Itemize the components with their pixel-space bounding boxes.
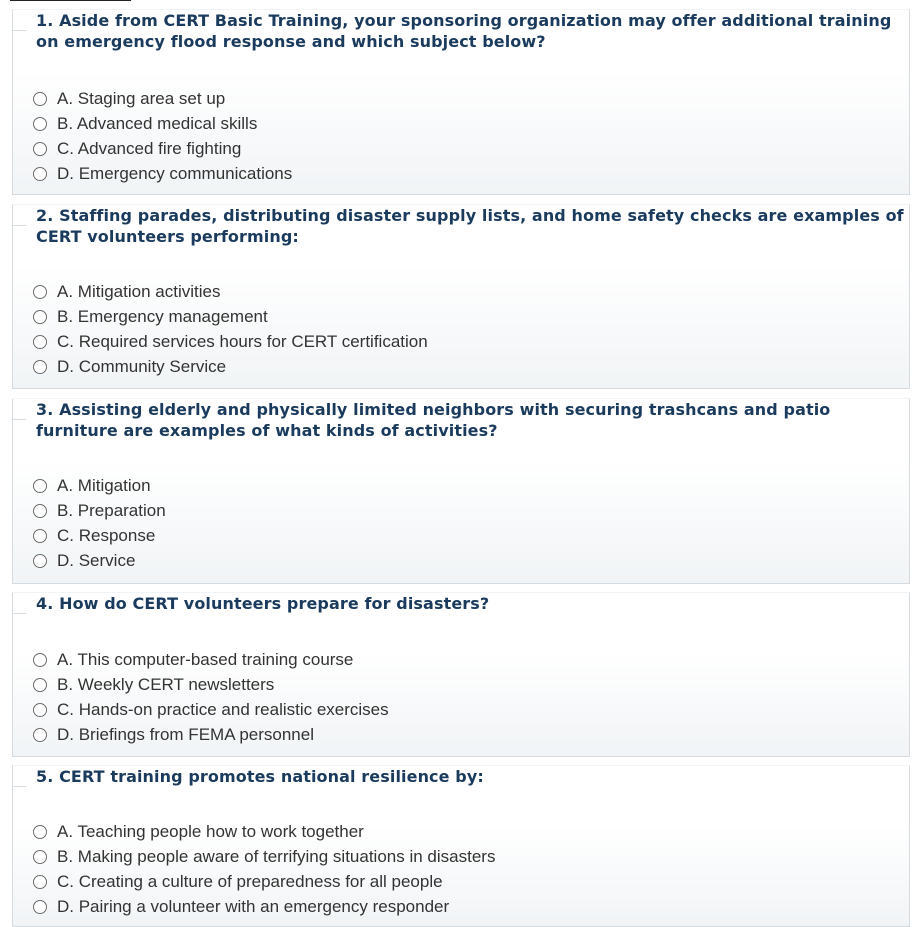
question-3-option-d[interactable] <box>33 548 166 573</box>
question-5-option-b[interactable] <box>33 845 495 870</box>
question-1-option-c[interactable] <box>33 137 292 162</box>
radio-button[interactable] <box>33 703 47 717</box>
radio-button[interactable] <box>33 875 47 889</box>
radio-button[interactable] <box>33 92 47 106</box>
question-2-option-a[interactable] <box>33 280 428 305</box>
radio-button[interactable] <box>33 825 47 839</box>
radio-button[interactable] <box>33 678 47 692</box>
option-label: D. Emergency communications <box>57 163 293 183</box>
radio-button[interactable] <box>33 529 47 543</box>
radio-button[interactable] <box>33 167 47 181</box>
question-4-title: 4. How do CERT volunteers prepare for disasters? <box>36 594 490 613</box>
question-5-option-d[interactable] <box>33 894 495 919</box>
question-2-options <box>33 280 428 379</box>
question-1-options <box>33 87 292 186</box>
question-5-option-a[interactable] <box>33 820 495 845</box>
option-label: A. This computer-based training course <box>57 650 354 670</box>
question-4-options <box>33 648 389 747</box>
radio-button[interactable] <box>33 653 47 667</box>
radio-button[interactable] <box>33 554 47 568</box>
question-1 <box>12 9 910 195</box>
option-label: A. Staging area set up <box>57 89 226 109</box>
option-label: B. Weekly CERT newsletters <box>57 675 275 695</box>
question-5 <box>12 765 910 927</box>
radio-button[interactable] <box>33 335 47 349</box>
question-2 <box>12 204 910 389</box>
radio-button[interactable] <box>33 479 47 493</box>
question-4 <box>12 592 910 757</box>
question-3-title: 3. Assisting elderly and physically limited neighbors with securing trashcans and patio furniture are examples of what kinds of activities? <box>36 400 831 440</box>
option-label: B. Preparation <box>57 501 166 521</box>
option-label: C. Creating a culture of preparedness for all people <box>57 871 443 891</box>
question-5-options <box>33 820 495 919</box>
option-label: D. Pairing a volunteer with an emergency responder <box>57 896 450 916</box>
question-4-option-a[interactable] <box>33 648 389 673</box>
question-4-option-d[interactable] <box>33 722 389 747</box>
radio-button[interactable] <box>33 504 47 518</box>
question-4-option-b[interactable] <box>33 673 389 698</box>
option-label: D. Community Service <box>57 356 227 376</box>
radio-button[interactable] <box>33 310 47 324</box>
option-label: B. Advanced medical skills <box>57 114 258 134</box>
question-3-options <box>33 474 166 573</box>
option-label: C. Required services hours for CERT certification <box>57 331 428 351</box>
question-2-option-c[interactable] <box>33 330 428 355</box>
question-5-title: 5. CERT training promotes national resilience by: <box>36 767 484 786</box>
radio-button[interactable] <box>33 900 47 914</box>
question-4-option-c[interactable] <box>33 698 389 723</box>
radio-button[interactable] <box>33 850 47 864</box>
option-label: B. Making people aware of terrifying situations in disasters <box>57 847 496 867</box>
question-1-option-d[interactable] <box>33 161 292 186</box>
option-label: A. Mitigation <box>57 476 151 496</box>
question-1-option-b[interactable] <box>33 112 292 137</box>
radio-button[interactable] <box>33 728 47 742</box>
question-3-option-c[interactable] <box>33 524 166 549</box>
question-2-title: 2. Staffing parades, distributing disaster supply lists, and home safety checks are examples of CERT volunteers performing: <box>36 206 904 246</box>
question-2-option-d[interactable] <box>33 354 428 379</box>
top-divider <box>10 0 131 1</box>
question-2-option-b[interactable] <box>33 305 428 330</box>
question-3-option-a[interactable] <box>33 474 166 499</box>
radio-button[interactable] <box>33 117 47 131</box>
option-label: A. Teaching people how to work together <box>57 822 364 842</box>
option-label: B. Emergency management <box>57 307 268 327</box>
radio-button[interactable] <box>33 142 47 156</box>
option-label: A. Mitigation activities <box>57 282 221 302</box>
radio-button[interactable] <box>33 360 47 374</box>
option-label: C. Hands-on practice and realistic exercises <box>57 699 389 719</box>
option-label: C. Advanced fire fighting <box>57 138 242 158</box>
option-label: D. Service <box>57 550 136 570</box>
question-3 <box>12 398 910 584</box>
question-3-option-b[interactable] <box>33 499 166 524</box>
option-label: C. Response <box>57 525 156 545</box>
question-5-option-c[interactable] <box>33 870 495 895</box>
option-label: D. Briefings from FEMA personnel <box>57 724 314 744</box>
question-1-option-a[interactable] <box>33 87 292 112</box>
radio-button[interactable] <box>33 285 47 299</box>
question-1-title: 1. Aside from CERT Basic Training, your sponsoring organization may offer additional training on emergency flood response and which subject below? <box>36 11 892 51</box>
